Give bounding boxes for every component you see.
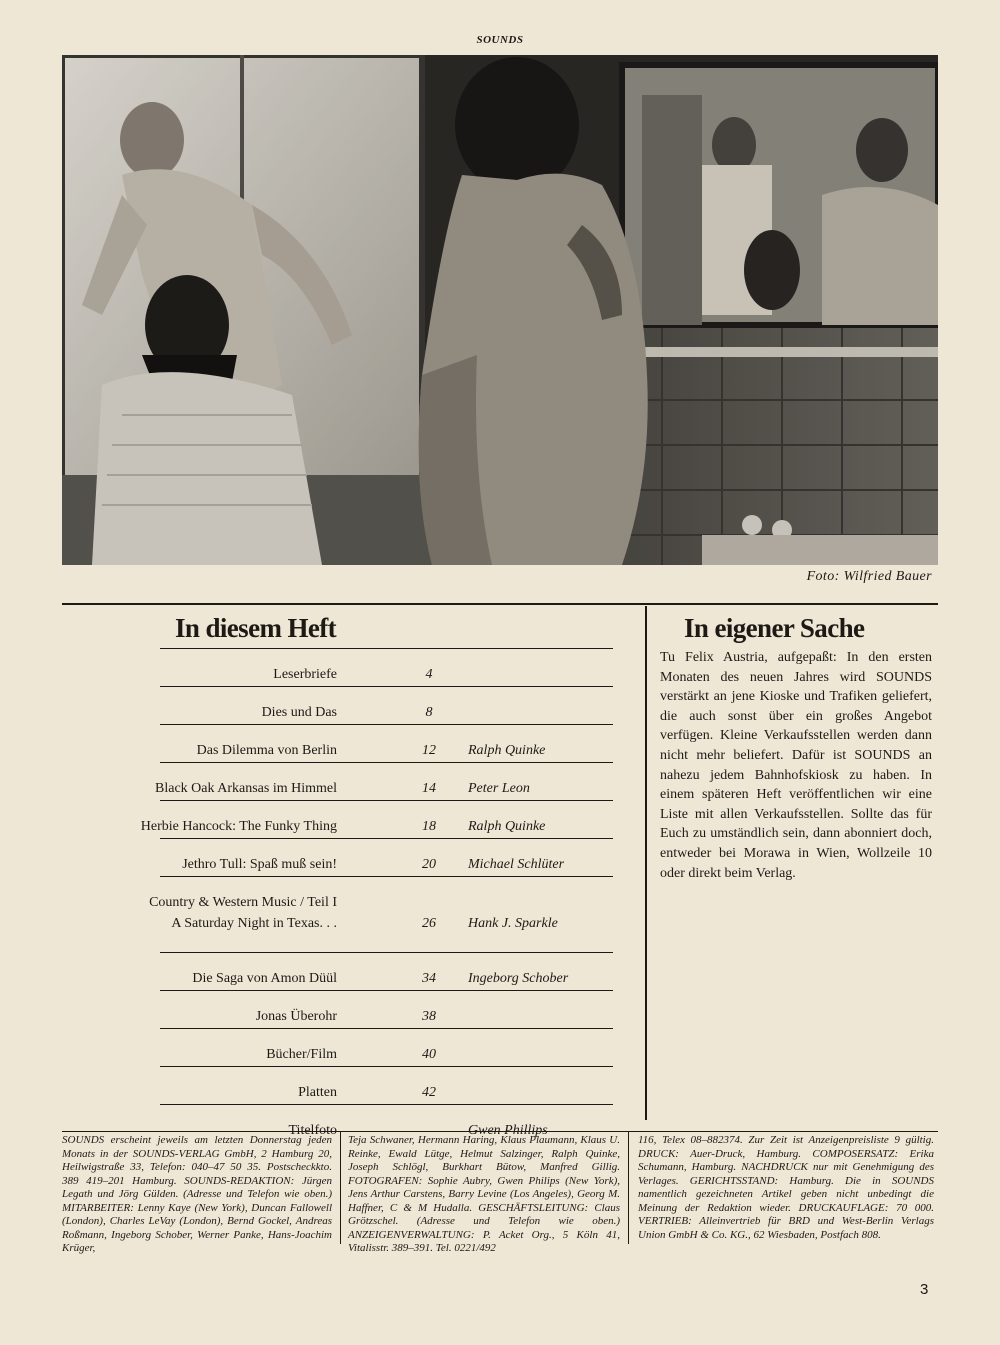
toc-row[interactable] xyxy=(140,800,613,838)
toc-row[interactable] xyxy=(160,952,613,990)
toc-page: 14 xyxy=(422,781,436,796)
toc-title: Herbie Hancock: The Funky Thing xyxy=(140,819,337,834)
table-of-contents xyxy=(140,648,613,1145)
toc-page: 12 xyxy=(422,743,436,758)
imprint-column-3: 116, Telex 08–882374. Zur Zeit ist Anzeigenpreisliste 9 gültig. DRUCK: Auer-Druck, Hamburg. COMPOSERSATZ: Erika Schumann, Hamburg. NACHDRUCK nur mit Genehmigung des Verlages. GERICHTSSTAND: Hamburg. Die in SOUNDS namentlich gezeichneten Artikel geben nicht unbedingt die Meinung der Redaktion wieder. DRUCKAUFLAGE: 70 000. VERTRIEB: Alleinvertrieb für BRD und West-Berlin Verlags Union GmbH & Co. KG., 62 Wiesbaden, Postfach 808. xyxy=(638,1134,934,1241)
bathroom-photo-image xyxy=(62,55,938,565)
toc-title: Die Saga von Amon Düül xyxy=(192,971,337,986)
toc-author: Hank J. Sparkle xyxy=(468,916,558,931)
toc-title: Platten xyxy=(298,1085,337,1100)
toc-title: Jonas Überohr xyxy=(255,1009,337,1024)
toc-author: Michael Schlüter xyxy=(468,857,565,872)
toc-author: Ralph Quinke xyxy=(468,743,546,758)
imprint-column-2: Teja Schwaner, Hermann Haring, Klaus Plaumann, Klaus U. Reinke, Ewald Lütge, Helmut Salzinger, Ralph Quinke, Joseph Schlögl, Burkhart Bütow, Manfred Gillig. FOTOGRAFEN: Sophie Aubry, Gwen Philips (New York), Jens Arthur Carstens, Barry Levine (Los Angeles), Georg M. Haffner, C & M Hudalla. GESCHÄFTSLEITUNG: Claus Grötzschel. (Adresse und Telefon wie oben.) ANZEIGENVERWALTUNG: P. Acket Org., 5 Köln 41, Vitalisstr. 389–391. Tel. 0221/492 xyxy=(348,1134,620,1254)
toc-title: Leserbriefe xyxy=(273,667,337,682)
cover-photo xyxy=(62,55,938,565)
toc-title: Black Oak Arkansas im Himmel xyxy=(155,781,337,796)
imprint-separator xyxy=(340,1132,341,1244)
toc-title: Bücher/Film xyxy=(266,1047,337,1062)
photo-credit: Foto: Wilfried Bauer xyxy=(806,569,932,584)
toc-row[interactable] xyxy=(160,1066,613,1104)
imprint-separator xyxy=(628,1132,629,1244)
toc-row[interactable] xyxy=(160,648,613,686)
toc-row[interactable] xyxy=(160,686,613,724)
toc-page: 26 xyxy=(422,916,436,931)
toc-row[interactable] xyxy=(149,876,613,952)
toc-title: Jethro Tull: Spaß muß sein! xyxy=(182,857,337,872)
toc-author: Ralph Quinke xyxy=(468,819,546,834)
toc-title: Dies und Das xyxy=(261,705,337,720)
toc-author: Peter Leon xyxy=(468,781,530,796)
toc-page: 38 xyxy=(422,1009,436,1024)
toc-row[interactable] xyxy=(160,1028,613,1066)
toc-row[interactable] xyxy=(155,762,613,800)
sidebar-body: Tu Felix Austria, aufgepaßt: In den ersten Monaten des neuen Jahres wird SOUNDS verstärkt an jene Kioske und Trafiken geliefert, die auch sonst über ein großes Angebot verfügen. Kleine Verkaufsstellen werden dann nicht mehr beliefert. Dafür ist SOUNDS an nahezu jedem Bahnhofskiosk zu haben. In einem späteren Heft veröffentlichen wir eine Liste mit allen Verkaufsstellen. Sollte das für Euch zu umständlich sein, dann abonniert doch, entweder bei Morawa in Wien, Wollzeile 10 oder direkt beim Verlag. xyxy=(660,650,932,881)
toc-title-line2: A Saturday Night in Texas. . . xyxy=(171,916,337,931)
toc-page: 20 xyxy=(422,857,436,872)
toc-page: 18 xyxy=(422,819,436,834)
column-divider xyxy=(645,606,647,1120)
masthead: SOUNDS xyxy=(476,34,524,46)
toc-page: 42 xyxy=(422,1085,436,1100)
page-number: 3 xyxy=(920,1281,929,1298)
toc-row[interactable] xyxy=(160,724,613,762)
imprint xyxy=(62,1131,938,1254)
toc-title: Das Dilemma von Berlin xyxy=(196,743,337,758)
toc-title: Titelfoto xyxy=(288,1123,337,1138)
top-rule xyxy=(62,603,938,605)
toc-page: 34 xyxy=(422,971,436,986)
toc-author: Ingeborg Schober xyxy=(468,971,569,986)
sidebar-heading: In eigener Sache xyxy=(684,613,865,643)
toc-page: 8 xyxy=(425,705,433,720)
toc-author: Gwen Phillips xyxy=(468,1123,548,1138)
toc-row[interactable] xyxy=(160,990,613,1028)
toc-title: Country & Western Music / Teil I xyxy=(149,895,337,910)
toc-page: 4 xyxy=(425,667,433,682)
imprint-column-1: SOUNDS erscheint jeweils am letzten Donnerstag jeden Monats in der SOUNDS-VERLAG GmbH, 2 Hamburg 20, Heilwigstraße 33, Telefon: 040–47 50 35. Postscheckkto. 389 419–201 Hamburg. SOUNDS-REDAKTION: Jürgen Legath und Jörg Gülden. (Adresse und Telefon wie oben.) MITARBEITER: Lenny Kaye (New York), Duncan Fallowell (London), Charles LeVay (London), Bernd Gockel, Andreas Roßmann, Ingeborg Schober, Werner Panke, Hans-Joachim Krüger, xyxy=(62,1134,332,1254)
toc-page: 40 xyxy=(422,1047,436,1062)
toc-heading: In diesem Heft xyxy=(175,613,337,643)
toc-row[interactable] xyxy=(160,838,613,876)
